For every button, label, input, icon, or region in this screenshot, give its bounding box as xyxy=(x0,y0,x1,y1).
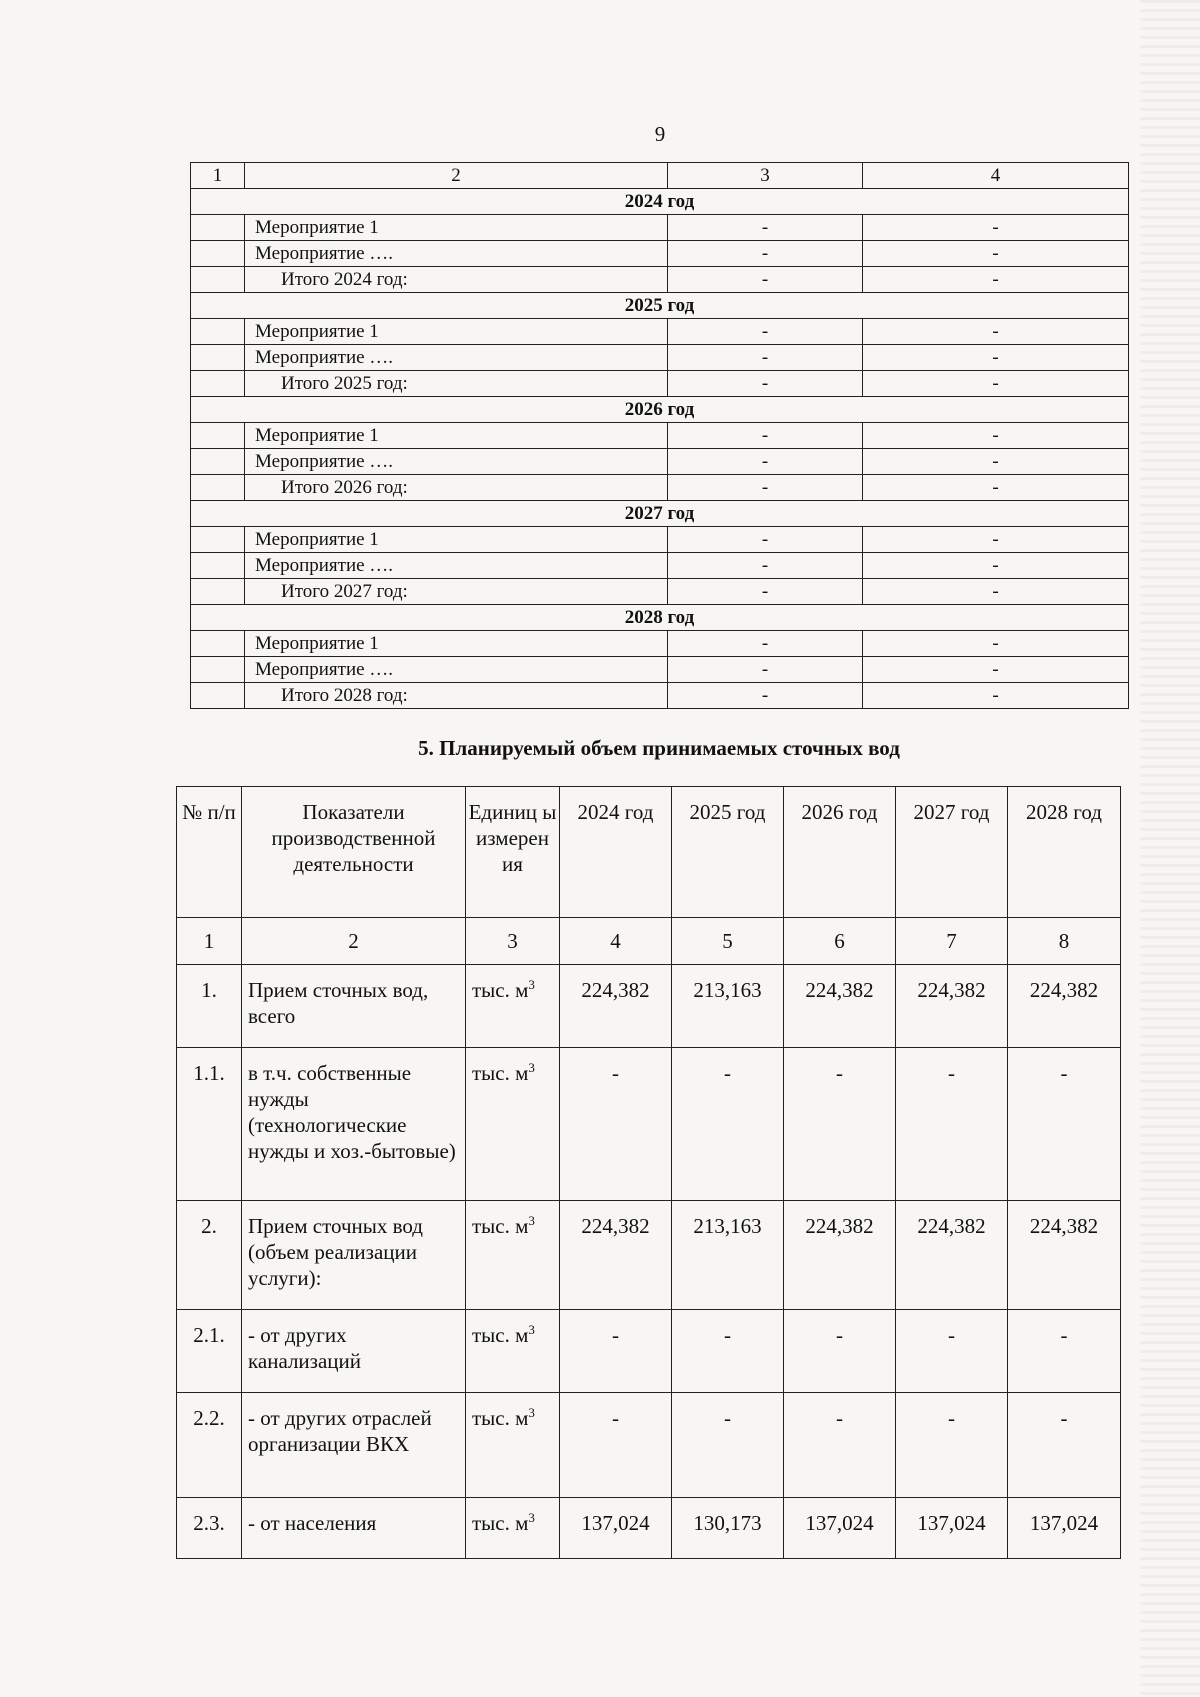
year-value: 224,382 xyxy=(784,1201,896,1310)
value-cell: - xyxy=(863,657,1129,683)
year-value: - xyxy=(1008,1048,1121,1201)
total-label: Итого 2028 год: xyxy=(245,683,668,709)
activity-row xyxy=(191,631,1129,657)
column-header: 2025 год xyxy=(672,787,784,918)
unit-text: тыс. м xyxy=(472,1214,529,1238)
unit-text: тыс. м xyxy=(472,1323,529,1347)
column-number: 1 xyxy=(191,163,245,189)
value-cell: - xyxy=(863,683,1129,709)
activity-name: Мероприятие …. xyxy=(245,657,668,683)
indicator-name: Прием сточных вод, всего xyxy=(242,965,466,1048)
year-value: 224,382 xyxy=(896,965,1008,1048)
empty-cell xyxy=(191,631,245,657)
section-title: 5. Планируемый объем принимаемых сточных вод xyxy=(418,736,900,760)
value-cell: - xyxy=(668,527,863,553)
unit-superscript: 3 xyxy=(528,1510,535,1525)
row-number: 2.3. xyxy=(177,1498,242,1559)
value-cell: - xyxy=(863,215,1129,241)
activity-name: Мероприятие …. xyxy=(245,553,668,579)
total-label: Итого 2027 год: xyxy=(245,579,668,605)
year-value: - xyxy=(672,1310,784,1393)
year-value: 224,382 xyxy=(560,1201,672,1310)
value-cell: - xyxy=(668,579,863,605)
row-number: 2.1. xyxy=(177,1310,242,1393)
activity-name: Мероприятие 1 xyxy=(245,527,668,553)
data-row xyxy=(177,1498,1121,1559)
activity-row xyxy=(191,423,1129,449)
indicator-name: - от других канализаций xyxy=(242,1310,466,1393)
year-section-row xyxy=(191,605,1129,631)
value-cell: - xyxy=(668,553,863,579)
value-cell: - xyxy=(668,371,863,397)
year-value: 130,173 xyxy=(672,1498,784,1559)
empty-cell xyxy=(191,371,245,397)
empty-cell xyxy=(191,553,245,579)
year-value: 224,382 xyxy=(784,965,896,1048)
table-header-row xyxy=(177,787,1121,918)
column-number: 3 xyxy=(466,918,560,965)
value-cell: - xyxy=(863,553,1129,579)
empty-cell xyxy=(191,579,245,605)
year-value: - xyxy=(896,1048,1008,1201)
value-cell: - xyxy=(668,657,863,683)
empty-cell xyxy=(191,449,245,475)
unit-text: тыс. м xyxy=(472,1511,529,1535)
total-row xyxy=(191,475,1129,501)
row-number: 1. xyxy=(177,965,242,1048)
unit-cell xyxy=(466,1201,560,1310)
year-value: 137,024 xyxy=(560,1498,672,1559)
year-value: - xyxy=(560,1393,672,1498)
indicator-name: в т.ч. собственные нужды (технологические нужды и хоз.-бытовые) xyxy=(242,1048,466,1201)
data-row xyxy=(177,1393,1121,1498)
activity-row xyxy=(191,241,1129,267)
value-cell: - xyxy=(863,371,1129,397)
total-label: Итого 2025 год: xyxy=(245,371,668,397)
column-number: 7 xyxy=(896,918,1008,965)
empty-cell xyxy=(191,319,245,345)
year-heading: 2027 год xyxy=(191,501,1129,527)
value-cell: - xyxy=(668,475,863,501)
year-value: 137,024 xyxy=(896,1498,1008,1559)
column-number: 2 xyxy=(245,163,668,189)
value-cell: - xyxy=(668,683,863,709)
column-number: 6 xyxy=(784,918,896,965)
activity-row xyxy=(191,345,1129,371)
unit-cell xyxy=(466,965,560,1048)
indicator-name: Прием сточных вод (объем реализации услуги): xyxy=(242,1201,466,1310)
empty-cell xyxy=(191,345,245,371)
data-row xyxy=(177,1201,1121,1310)
value-cell: - xyxy=(668,423,863,449)
total-row xyxy=(191,267,1129,293)
year-value: - xyxy=(672,1393,784,1498)
data-row xyxy=(177,965,1121,1048)
year-value: - xyxy=(672,1048,784,1201)
year-value: - xyxy=(896,1310,1008,1393)
year-heading: 2024 год xyxy=(191,189,1129,215)
column-number-row xyxy=(191,163,1129,189)
value-cell: - xyxy=(863,267,1129,293)
value-cell: - xyxy=(863,527,1129,553)
unit-superscript: 3 xyxy=(528,1405,535,1420)
column-header: Показатели производственной деятельности xyxy=(242,787,466,918)
activity-name: Мероприятие …. xyxy=(245,345,668,371)
activity-row xyxy=(191,319,1129,345)
year-value: - xyxy=(1008,1310,1121,1393)
unit-text: тыс. м xyxy=(472,1061,529,1085)
year-section-row xyxy=(191,293,1129,319)
row-number: 2. xyxy=(177,1201,242,1310)
column-header: 2024 год xyxy=(560,787,672,918)
year-section-row xyxy=(191,189,1129,215)
value-cell: - xyxy=(668,267,863,293)
empty-cell xyxy=(191,527,245,553)
activity-name: Мероприятие …. xyxy=(245,241,668,267)
year-value: - xyxy=(784,1310,896,1393)
activity-row xyxy=(191,657,1129,683)
column-header: 2027 год xyxy=(896,787,1008,918)
empty-cell xyxy=(191,267,245,293)
year-value: - xyxy=(784,1393,896,1498)
unit-cell xyxy=(466,1393,560,1498)
year-value: 213,163 xyxy=(672,1201,784,1310)
empty-cell xyxy=(191,215,245,241)
value-cell: - xyxy=(863,449,1129,475)
value-cell: - xyxy=(863,241,1129,267)
value-cell: - xyxy=(863,631,1129,657)
unit-cell xyxy=(466,1498,560,1559)
value-cell: - xyxy=(863,423,1129,449)
column-header: 2026 год xyxy=(784,787,896,918)
empty-cell xyxy=(191,475,245,501)
value-cell: - xyxy=(668,215,863,241)
year-value: 213,163 xyxy=(672,965,784,1048)
column-number: 3 xyxy=(668,163,863,189)
unit-cell xyxy=(466,1310,560,1393)
year-value: - xyxy=(784,1048,896,1201)
total-label: Итого 2026 год: xyxy=(245,475,668,501)
activity-name: Мероприятие 1 xyxy=(245,631,668,657)
activity-name: Мероприятие 1 xyxy=(245,319,668,345)
unit-superscript: 3 xyxy=(528,977,535,992)
activities-table xyxy=(190,162,1129,709)
total-row xyxy=(191,683,1129,709)
column-number: 8 xyxy=(1008,918,1121,965)
activity-row xyxy=(191,449,1129,475)
indicator-name: - от населения xyxy=(242,1498,466,1559)
data-row xyxy=(177,1048,1121,1201)
value-cell: - xyxy=(863,319,1129,345)
year-section-row xyxy=(191,501,1129,527)
column-header: Единиц ы измерен ия xyxy=(466,787,560,918)
activity-name: Мероприятие …. xyxy=(245,449,668,475)
value-cell: - xyxy=(668,319,863,345)
data-row xyxy=(177,1310,1121,1393)
column-number: 4 xyxy=(863,163,1129,189)
unit-superscript: 3 xyxy=(528,1322,535,1337)
empty-cell xyxy=(191,423,245,449)
year-heading: 2028 год xyxy=(191,605,1129,631)
year-value: 224,382 xyxy=(560,965,672,1048)
column-header: № п/п xyxy=(177,787,242,918)
total-row xyxy=(191,579,1129,605)
year-value: - xyxy=(896,1393,1008,1498)
column-number: 5 xyxy=(672,918,784,965)
row-number: 2.2. xyxy=(177,1393,242,1498)
year-heading: 2025 год xyxy=(191,293,1129,319)
unit-superscript: 3 xyxy=(528,1060,535,1075)
column-number: 2 xyxy=(242,918,466,965)
value-cell: - xyxy=(668,631,863,657)
value-cell: - xyxy=(863,579,1129,605)
unit-text: тыс. м xyxy=(472,978,529,1002)
indicator-name: - от других отраслей организации ВКХ xyxy=(242,1393,466,1498)
unit-cell xyxy=(466,1048,560,1201)
column-number: 4 xyxy=(560,918,672,965)
empty-cell xyxy=(191,683,245,709)
column-number-row xyxy=(177,918,1121,965)
value-cell: - xyxy=(668,449,863,475)
unit-superscript: 3 xyxy=(528,1213,535,1228)
value-cell: - xyxy=(863,345,1129,371)
total-row xyxy=(191,371,1129,397)
empty-cell xyxy=(191,241,245,267)
column-number: 1 xyxy=(177,918,242,965)
year-heading: 2026 год xyxy=(191,397,1129,423)
activity-row xyxy=(191,527,1129,553)
value-cell: - xyxy=(668,241,863,267)
empty-cell xyxy=(191,657,245,683)
wastewater-volume-table xyxy=(176,786,1121,1559)
activity-row xyxy=(191,553,1129,579)
row-number: 1.1. xyxy=(177,1048,242,1201)
scan-edge-artifact xyxy=(1140,0,1200,1697)
column-header: 2028 год xyxy=(1008,787,1121,918)
total-label: Итого 2024 год: xyxy=(245,267,668,293)
year-value: 224,382 xyxy=(896,1201,1008,1310)
year-value: - xyxy=(560,1310,672,1393)
year-value: - xyxy=(1008,1393,1121,1498)
value-cell: - xyxy=(668,345,863,371)
page-number: 9 xyxy=(654,122,666,146)
unit-text: тыс. м xyxy=(472,1406,529,1430)
year-value: - xyxy=(560,1048,672,1201)
year-value: 224,382 xyxy=(1008,965,1121,1048)
year-value: 137,024 xyxy=(1008,1498,1121,1559)
activity-name: Мероприятие 1 xyxy=(245,423,668,449)
value-cell: - xyxy=(863,475,1129,501)
year-value: 137,024 xyxy=(784,1498,896,1559)
year-section-row xyxy=(191,397,1129,423)
activity-row xyxy=(191,215,1129,241)
year-value: 224,382 xyxy=(1008,1201,1121,1310)
activity-name: Мероприятие 1 xyxy=(245,215,668,241)
